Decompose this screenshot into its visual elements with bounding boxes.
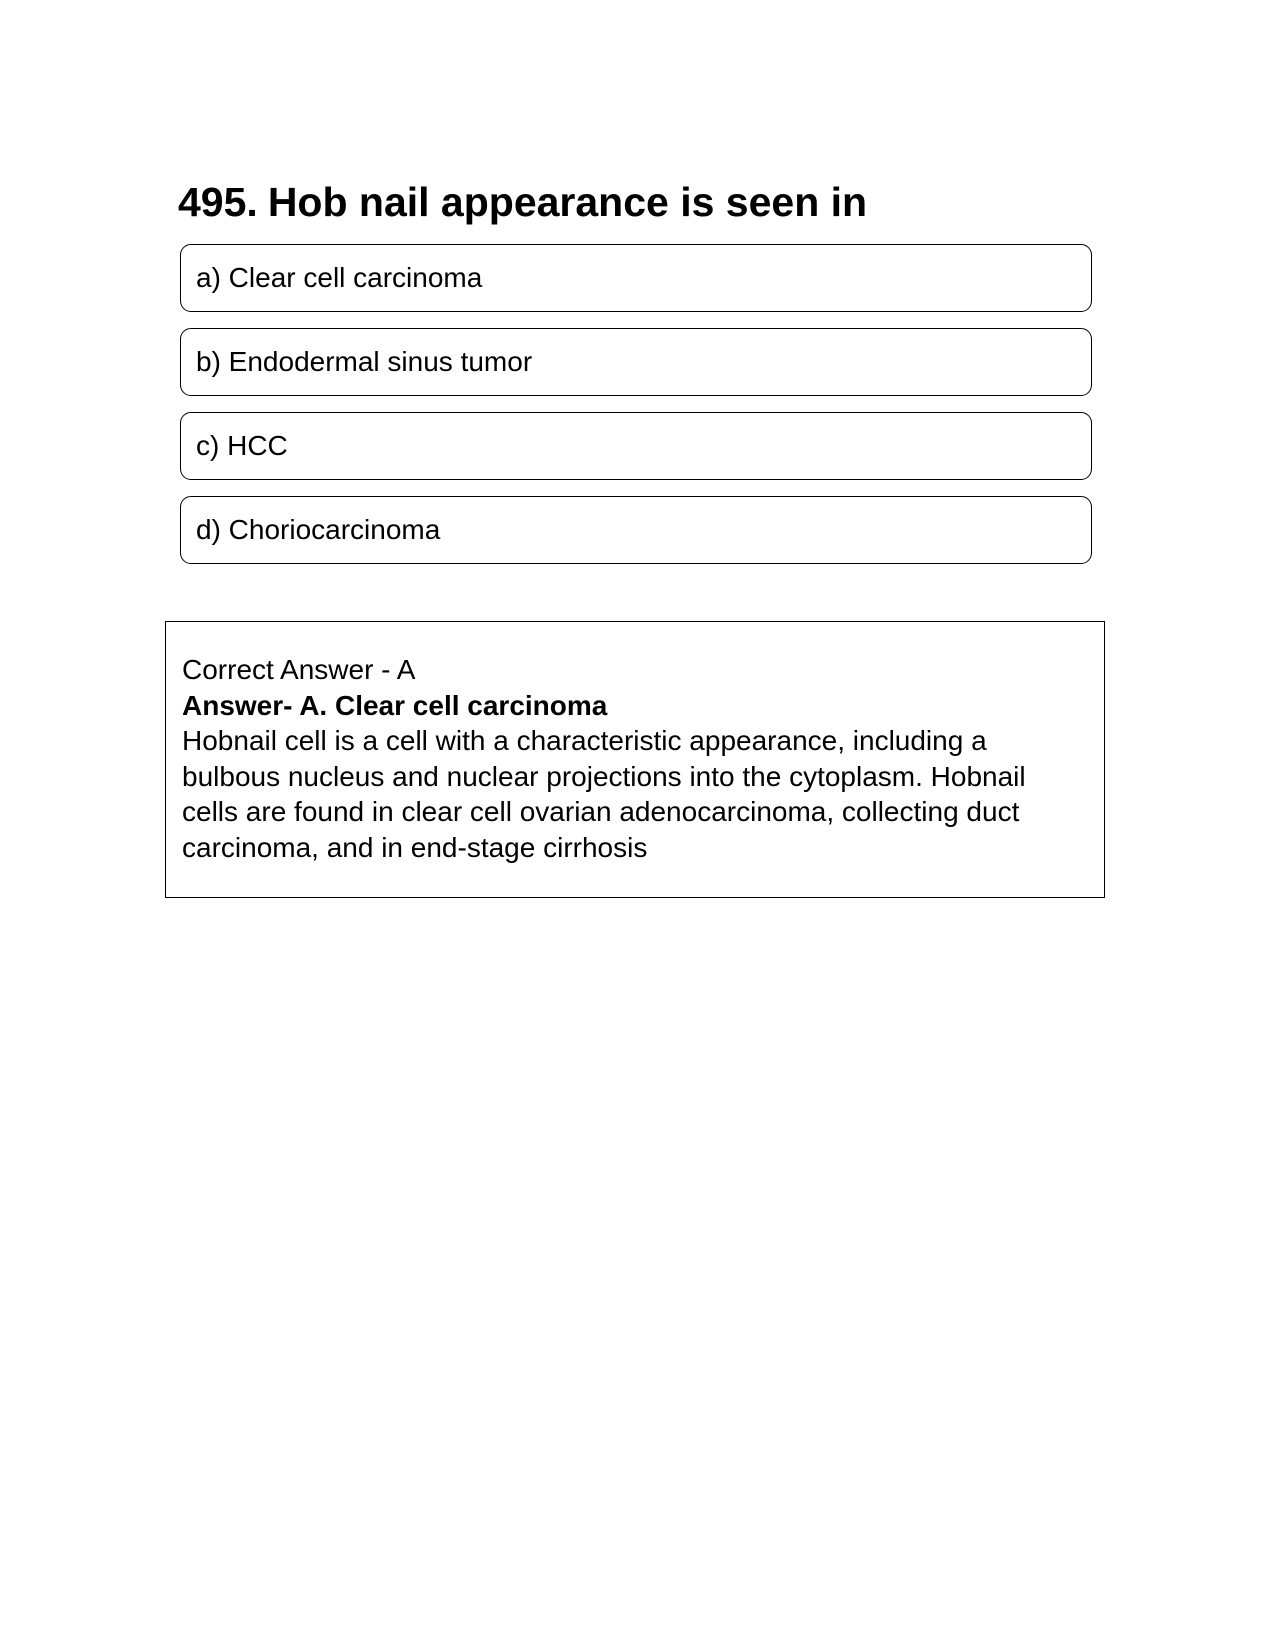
answer-explanation-box [165, 621, 1105, 898]
options-list [180, 244, 1092, 580]
question-number: 495. [178, 179, 258, 225]
correct-answer-line: Correct Answer - A [182, 654, 416, 685]
option-b[interactable]: b) Endodermal sinus tumor [180, 328, 1092, 396]
question-text: Hob nail appearance is seen in [267, 179, 868, 225]
answer-explanation: Hobnail cell is a cell with a characteristic appearance, including a bulbous nucleus and nuclear projections into the cytoplasm. Hobnail cells are found in clear cell ovarian adenocarcinoma, collecting duct carcinoma, and in end-stage cirrhosis [182, 725, 1026, 863]
option-c[interactable]: c) HCC [180, 412, 1092, 480]
answer-title: Answer- A. Clear cell carcinoma [182, 689, 608, 721]
option-a[interactable]: a) Clear cell carcinoma [180, 244, 1092, 312]
question-heading [178, 178, 867, 226]
option-d[interactable]: d) Choriocarcinoma [180, 496, 1092, 564]
